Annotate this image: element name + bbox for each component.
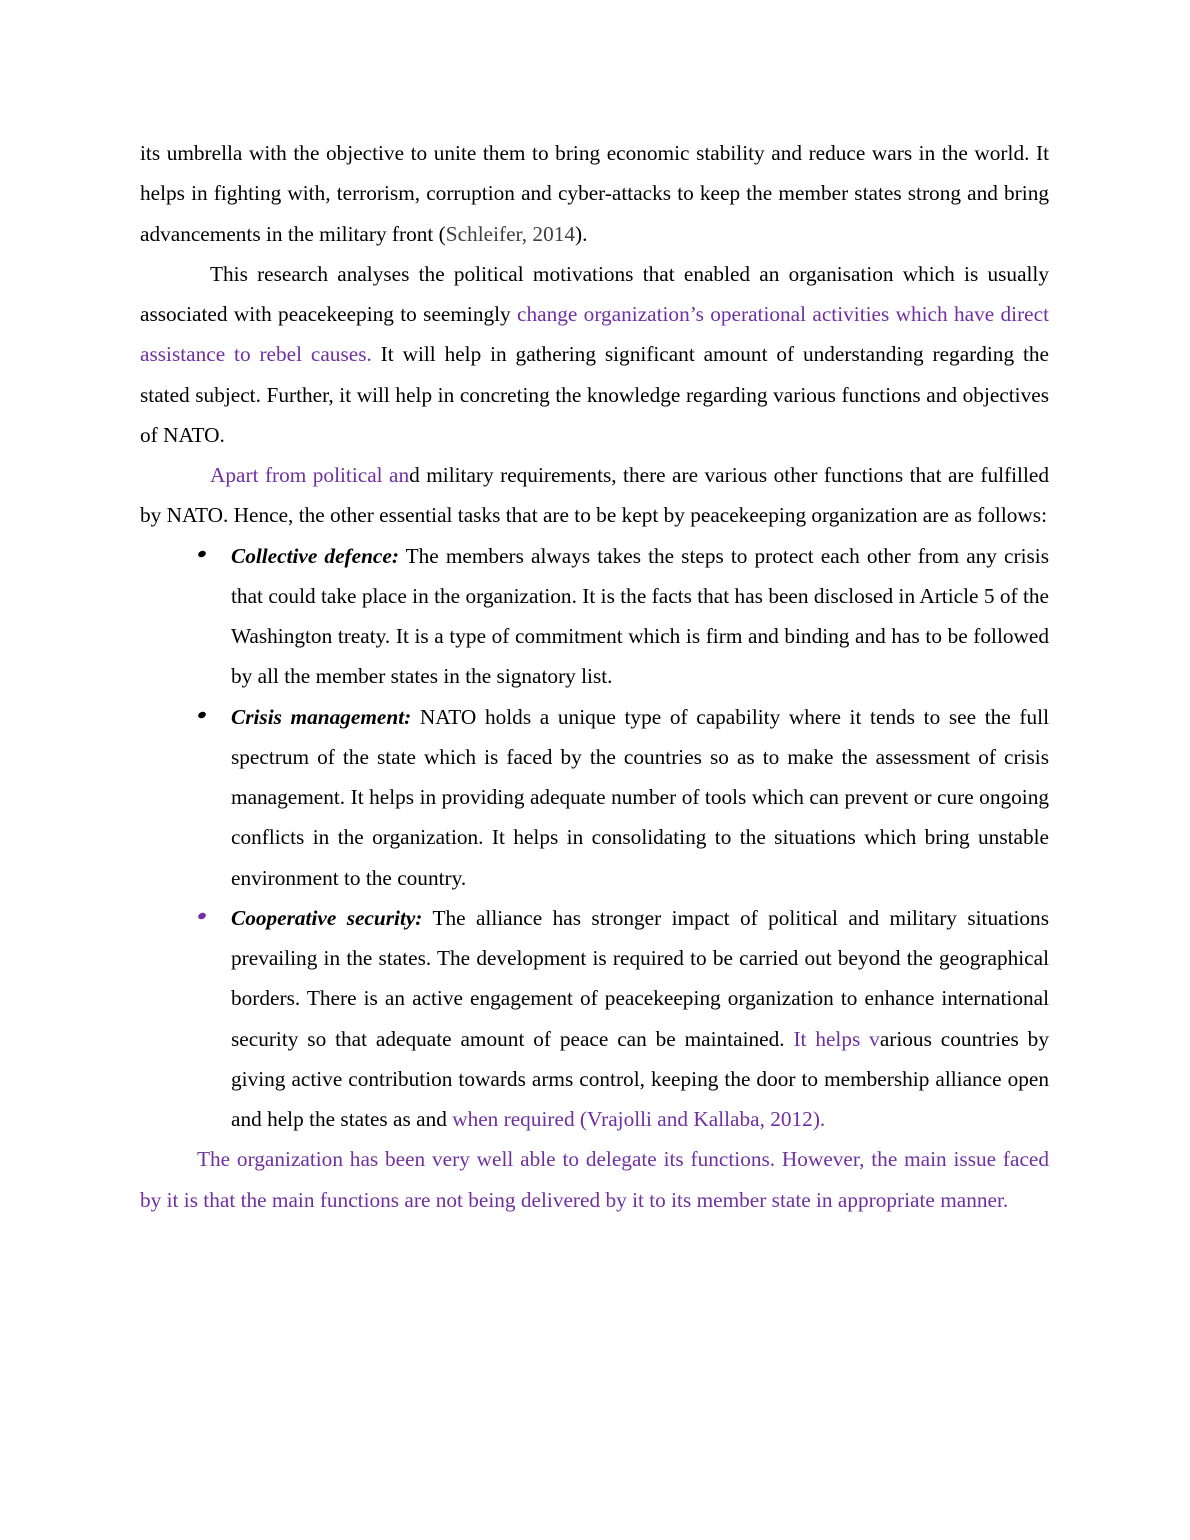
highlighted-text: change organization’s operational activities which have direct assistance to rebel causes. — [140, 302, 1049, 367]
list-term: Crisis management: — [231, 704, 412, 729]
highlighted-text: Apart from political an — [210, 463, 410, 487]
list-item-cooperative-security: Cooperative security: The alliance has stronger impact of political and military situations prevailing in the states. The development is required to be carried out beyond the geographical borders. There is an active engagement of peacekeeping organization to enhance international security so that adequate amount of peace can be maintained. It helps various countries by giving active contribution towards arms control, keeping the door to membership alliance open and help the states as and when required (Vrajolli and Kallaba, 2012). — [140, 898, 1049, 1140]
list-item-collective-defence: Collective defence: The members always takes the steps to protect each other from any crisis that could take place in the organization. It is the facts that has been disclosed in Article 5 of the Washington treaty. It is a type of commitment which is firm and binding and has to be followed by all the member states in the signatory list. — [140, 536, 1049, 697]
highlighted-text: It helps v — [793, 1026, 880, 1051]
paragraph-conclusion: The organization has been very well able to delegate its functions. However, the main issue faced by it is that the main functions are not being delivered by it to its member state in appropriate manner. — [140, 1147, 1049, 1212]
paragraph-functions: Apart from political and military requirements, there are various other functions that are fulfilled by NATO. Hence, the other essential tasks that are to be kept by peacekeeping organization are as follows: — [140, 463, 1049, 528]
paragraph-umbrella: its umbrella with the objective to unite them to bring economic stability and reduce wars in the world. It helps in fighting with, terrorism, corruption and cyber-attacks to keep the member states strong and bring advancements in the military front (Schleifer, 2014). — [140, 141, 1049, 246]
functions-list — [140, 536, 1049, 1140]
bullet-icon — [197, 911, 207, 920]
list-term: Cooperative security: — [231, 905, 423, 930]
document-body — [140, 133, 1049, 1220]
list-item-crisis-management: Crisis management: NATO holds a unique type of capability where it tends to see the full spectrum of the state which is faced by the countries so as to make the assessment of crisis management. It helps in providing adequate number of tools which can prevent or cure ongoing conflicts in the organization. It helps in consolidating to the situations which bring unstable environment to the country. — [140, 697, 1049, 898]
paragraph-research: This research analyses the political motivations that enabled an organisation which is usually associated with peacekeeping to seemingly change organization’s operational activities which have direct assistance to rebel causes. It will help in gathering significant amount of understanding regarding the stated subject. Further, it will help in concreting the knowledge regarding various functions and objectives of NATO. — [140, 261, 1049, 447]
bullet-icon — [197, 710, 207, 719]
citation-vrajolli: when required (Vrajolli and Kallaba, 2012). — [452, 1107, 826, 1131]
bullet-icon — [197, 549, 207, 558]
list-term: Collective defence: — [231, 543, 399, 568]
citation-schleifer: Schleifer, 2014 — [445, 221, 576, 246]
